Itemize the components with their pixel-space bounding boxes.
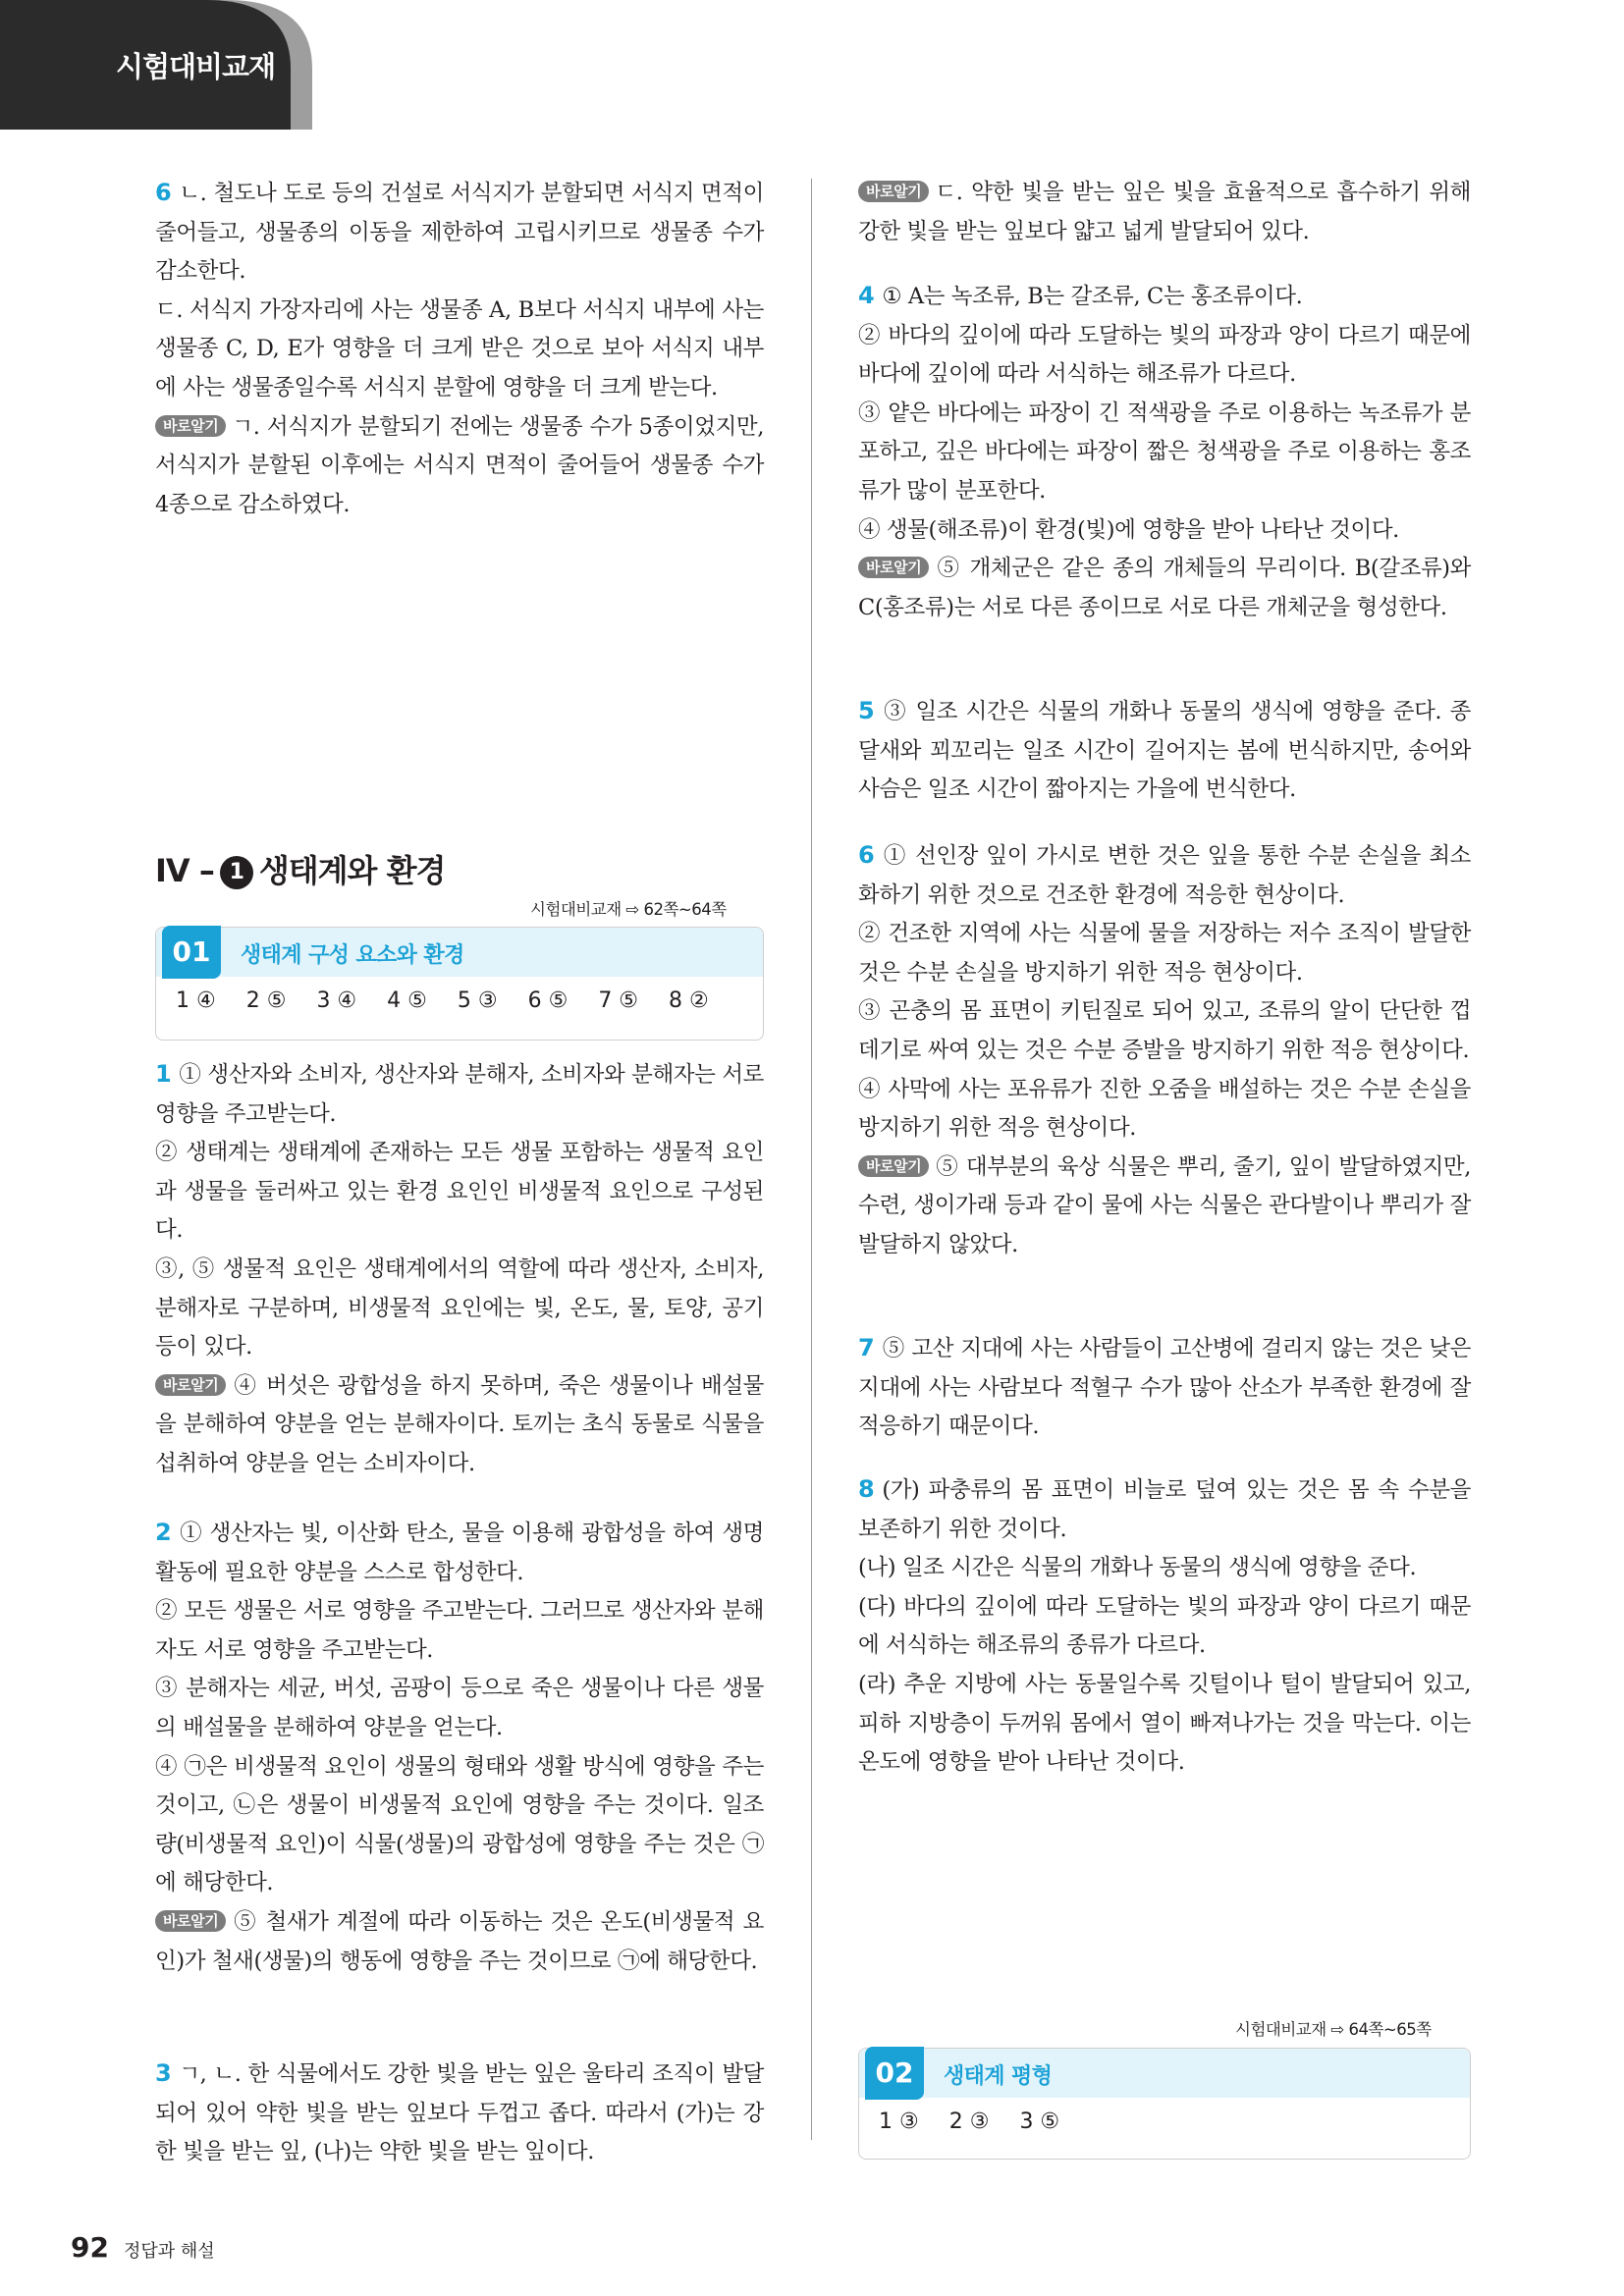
left-q6 bbox=[155, 174, 764, 524]
correction-tag: 바로알기 bbox=[858, 1155, 929, 1177]
question-number: 1 bbox=[155, 1060, 172, 1088]
right-q3-text1: ㄷ. 약한 빛을 받는 잎은 빛을 효율적으로 흡수하기 위해 강한 빛을 받는 잎보다 얇고 넓게 발달되어 있다. bbox=[858, 180, 1471, 244]
right-q4-p5 bbox=[858, 550, 1471, 627]
header-title: 시험대비교재 bbox=[116, 50, 276, 83]
section-roman: IV – bbox=[155, 852, 214, 889]
correction-tag: 바로알기 bbox=[858, 557, 929, 578]
correction-tag: 바로알기 bbox=[155, 1374, 226, 1396]
right-q3-p1 bbox=[858, 174, 1471, 251]
right-q5-text1: ③ 일조 시간은 식물의 개화나 동물의 생식에 영향을 준다. 종달새와 꾀꼬리는 일조 시간이 길어지는 봄에 번식하지만, 송어와 사슴은 일조 시간이 짧아지는 가을에 번식한다. bbox=[858, 699, 1471, 803]
column-divider bbox=[811, 179, 812, 2140]
right-q4-p1 bbox=[858, 277, 1471, 317]
right-q5 bbox=[858, 692, 1471, 810]
right-q6-text1: ① 선인장 잎이 가시로 변한 것은 잎을 통한 수분 손실을 최소화하기 위한 것으로 건조한 환경에 적응한 현상이다. bbox=[858, 843, 1471, 908]
left-q2-p5 bbox=[155, 1903, 764, 1981]
footer-label: 정답과 해설 bbox=[124, 2241, 215, 2262]
page-number: 92 bbox=[71, 2231, 109, 2264]
left-q2-text1: ① 생산자는 빛, 이산화 탄소, 물을 이용해 광합성을 하여 생명 활동에 필요한 양분을 스스로 합성한다. bbox=[155, 1521, 764, 1585]
left-q2-p3: ③ 분해자는 세균, 버섯, 곰팡이 등으로 죽은 생물이나 다른 생물의 배설물을 분해하여 양분을 얻는다. bbox=[155, 1676, 764, 1740]
left-q3-text1: ㄱ, ㄴ. 한 식물에서도 강한 빛을 받는 잎은 울타리 조직이 발달되어 있어 약한 빛을 받는 잎보다 두껍고 좁다. 따라서 (가)는 강한 빛을 받는 잎, (나)는 약한 빛을 받는 잎이다. bbox=[155, 2061, 764, 2165]
right-q8-p2: (나) 일조 시간은 식물의 개화나 동물의 생식에 영향을 준다. bbox=[858, 1555, 1417, 1581]
question-number: 2 bbox=[155, 1519, 172, 1546]
answer-item: 1 ③ bbox=[879, 2109, 919, 2134]
question-number: 6 bbox=[858, 841, 875, 869]
left-q1 bbox=[155, 1055, 764, 1484]
correction-tag: 바로알기 bbox=[858, 181, 929, 202]
right-q7-p1 bbox=[858, 1329, 1471, 1447]
answer-item: 1 ④ bbox=[176, 988, 216, 1013]
right-q3-continued bbox=[858, 174, 1471, 251]
answer-box-title: 생태계 평형 bbox=[944, 2064, 1053, 2089]
answer-box-title: 생태계 구성 요소와 환경 bbox=[241, 943, 464, 968]
right-q7 bbox=[858, 1329, 1471, 1447]
right-q6-p3: ③ 곤충의 몸 표면이 키틴질로 되어 있고, 조류의 알이 단단한 껍데기로 싸여 있는 것은 수분 증발을 방지하기 위한 적응 현상이다. bbox=[858, 998, 1471, 1063]
answer-item: 8 ② bbox=[669, 988, 709, 1013]
right-q8-p3: (다) 바다의 깊이에 따라 도달하는 빛의 파장과 양이 다르기 때문에 서식하는 해조류의 종류가 다르다. bbox=[858, 1593, 1471, 1659]
left-q6-p1 bbox=[155, 174, 764, 292]
answer-list bbox=[176, 988, 739, 1013]
left-q6-text1: ㄴ. 철도나 도로 등의 건설로 서식지가 분할되면 서식지 면적이 줄어들고, 생물종의 이동을 제한하여 고립시키므로 생물종 수가 감소한다. bbox=[155, 181, 764, 285]
question-number: 5 bbox=[858, 697, 875, 724]
answer-box-number: 01 bbox=[162, 926, 221, 979]
right-q8-p4: (라) 추운 지방에 사는 동물일수록 깃털이나 털이 발달되어 있고, 피하 지방층이 두꺼워 몸에서 열이 빠져나가는 것을 막는다. 이는 온도에 영향을 받아 나타난 것이다. bbox=[858, 1671, 1471, 1776]
left-q2-p4: ④ ㉠은 비생물적 요인이 생물의 형태와 생활 방식에 영향을 주는 것이고, ㉡은 생물이 비생물적 요인에 영향을 주는 것이다. 일조량(비생물적 요인)이 식물(생물)의 광합성에 영향을 주는 것은 ㉠에 해당한다. bbox=[155, 1753, 764, 1896]
section-title bbox=[155, 846, 445, 891]
answer-item: 2 ③ bbox=[948, 2109, 990, 2134]
right-q4 bbox=[858, 277, 1471, 627]
header-tab bbox=[0, 0, 312, 130]
left-q3-p1 bbox=[155, 2055, 764, 2172]
question-number: 8 bbox=[858, 1475, 875, 1503]
page-reference-2: 시험대비교재 ⇨ 64쪽~65쪽 bbox=[1235, 2020, 1432, 2039]
left-q6-p2: ㄷ. 서식지 가장자리에 사는 생물종 A, B보다 서식지 내부에 사는 생물종 C, D, E가 영향을 더 크게 받은 것으로 보아 서식지 내부에 사는 생물종일수록 서식지 분할에 영향을 더 크게 받는다. bbox=[155, 296, 764, 400]
right-q6-p4: ④ 사막에 사는 포유류가 진한 오줌을 배설하는 것은 수분 손실을 방지하기 위한 적응 현상이다. bbox=[858, 1076, 1471, 1142]
left-q1-p1 bbox=[155, 1055, 764, 1134]
right-q4-text5: ⑤ 개체군은 같은 종의 개체들의 무리이다. B(갈조류)와 C(홍조류)는 서로 다른 종이므로 서로 다른 개체군을 형성한다. bbox=[858, 556, 1471, 620]
section-number-circle: 1 bbox=[220, 856, 253, 889]
left-q6-p3 bbox=[155, 408, 764, 525]
section-title-text: 생태계와 환경 bbox=[258, 852, 446, 889]
answer-item: 3 ⑤ bbox=[1019, 2109, 1060, 2134]
answer-item: 6 ⑤ bbox=[527, 988, 568, 1013]
right-q4-text1: ① A는 녹조류, B는 갈조류, C는 홍조류이다. bbox=[882, 284, 1303, 309]
page-reference-1: 시험대비교재 ⇨ 62쪽~64쪽 bbox=[530, 900, 727, 919]
question-number: 7 bbox=[858, 1334, 875, 1362]
answer-item: 5 ③ bbox=[457, 988, 498, 1013]
right-q7-text1: ⑤ 고산 지대에 사는 사람들이 고산병에 걸리지 않는 것은 낮은 지대에 사는 사람보다 적혈구 수가 많아 산소가 부족한 환경에 잘 적응하기 때문이다. bbox=[858, 1336, 1471, 1440]
left-q6-text3: ㄱ. 서식지가 분할되기 전에는 생물종 수가 5종이었지만, 서식지가 분할된 이후에는 서식지 면적이 줄어들어 생물종 수가 4종으로 감소하였다. bbox=[155, 413, 764, 517]
correction-tag: 바로알기 bbox=[155, 415, 226, 437]
right-q6-p5 bbox=[858, 1148, 1471, 1265]
question-number: 3 bbox=[155, 2059, 172, 2087]
answer-box-02 bbox=[858, 2048, 1471, 2160]
right-q4-p4: ④ 생물(해조류)이 환경(빛)에 영향을 받아 나타난 것이다. bbox=[858, 516, 1399, 543]
right-q6-p1 bbox=[858, 836, 1471, 915]
right-q4-p2: ② 바다의 깊이에 따라 도달하는 빛의 파장과 양이 다르기 때문에 바다에 깊이에 따라 서식하는 해조류가 다르다. bbox=[858, 322, 1471, 388]
right-q8-p1 bbox=[858, 1470, 1471, 1549]
left-q1-p4 bbox=[155, 1367, 764, 1484]
left-q2 bbox=[155, 1514, 764, 1981]
left-q3 bbox=[155, 2055, 764, 2172]
right-q8-text1: (가) 파충류의 몸 표면이 비늘로 덮여 있는 것은 몸 속 수분을 보존하기 위한 것이다. bbox=[858, 1477, 1471, 1542]
right-q5-p1 bbox=[858, 692, 1471, 810]
right-q4-p3: ③ 얕은 바다에는 파장이 긴 적색광을 주로 이용하는 녹조류가 분포하고, 깊은 바다에는 파장이 짧은 청색광을 주로 이용하는 홍조류가 많이 분포한다. bbox=[858, 400, 1471, 504]
answer-item: 2 ⑤ bbox=[245, 988, 287, 1013]
left-q2-p2: ② 모든 생물은 서로 영향을 주고받는다. 그러므로 생산자와 분해자도 서로 영향을 주고받는다. bbox=[155, 1598, 764, 1663]
left-q1-p3: ③, ⑤ 생물적 요인은 생태계에서의 역할에 따라 생산자, 소비자, 분해자로 구분하며, 비생물적 요인에는 빛, 온도, 물, 토양, 공기 등이 있다. bbox=[155, 1255, 764, 1361]
right-q8 bbox=[858, 1470, 1471, 1783]
question-number: 4 bbox=[858, 282, 875, 309]
answer-box-number: 02 bbox=[865, 2047, 924, 2100]
right-q6-text5: ⑤ 대부분의 육상 식물은 뿌리, 줄기, 잎이 발달하였지만, 수련, 생이가래 등과 같이 물에 사는 식물은 관다발이나 뿌리가 잘 발달하지 않았다. bbox=[858, 1153, 1471, 1257]
answer-item: 3 ④ bbox=[316, 988, 357, 1013]
right-q6 bbox=[858, 836, 1471, 1265]
answer-item: 7 ⑤ bbox=[598, 988, 639, 1013]
answer-list bbox=[879, 2109, 1090, 2134]
correction-tag: 바로알기 bbox=[155, 1910, 226, 1932]
left-q1-text1: ① 생산자와 소비자, 생산자와 분해자, 소비자와 분해자는 서로 영향을 주고받는다. bbox=[155, 1062, 764, 1127]
left-q2-text5: ⑤ 철새가 계절에 따라 이동하는 것은 온도(비생물적 요인)가 철새(생물)의 행동에 영향을 주는 것이므로 ㉠에 해당한다. bbox=[155, 1908, 764, 1974]
question-number: 6 bbox=[155, 179, 172, 206]
answer-box-01 bbox=[155, 927, 764, 1041]
left-q1-p2: ② 생태계는 생태계에 존재하는 모든 생물 포함하는 생물적 요인과 생물을 둘러싸고 있는 환경 요인인 비생물적 요인으로 구성된다. bbox=[155, 1140, 764, 1244]
left-q2-p1 bbox=[155, 1514, 764, 1592]
right-q6-p2: ② 건조한 지역에 사는 식물에 물을 저장하는 저수 조직이 발달한 것은 수분 손실을 방지하기 위한 적응 현상이다. bbox=[858, 921, 1471, 986]
left-q1-text4: ④ 버섯은 광합성을 하지 못하며, 죽은 생물이나 배설물을 분해하여 양분을 얻는 분해자이다. 토끼는 초식 동물로 식물을 섭취하여 양분을 얻는 소비자이다. bbox=[155, 1372, 764, 1476]
answer-item: 4 ⑤ bbox=[387, 988, 427, 1013]
